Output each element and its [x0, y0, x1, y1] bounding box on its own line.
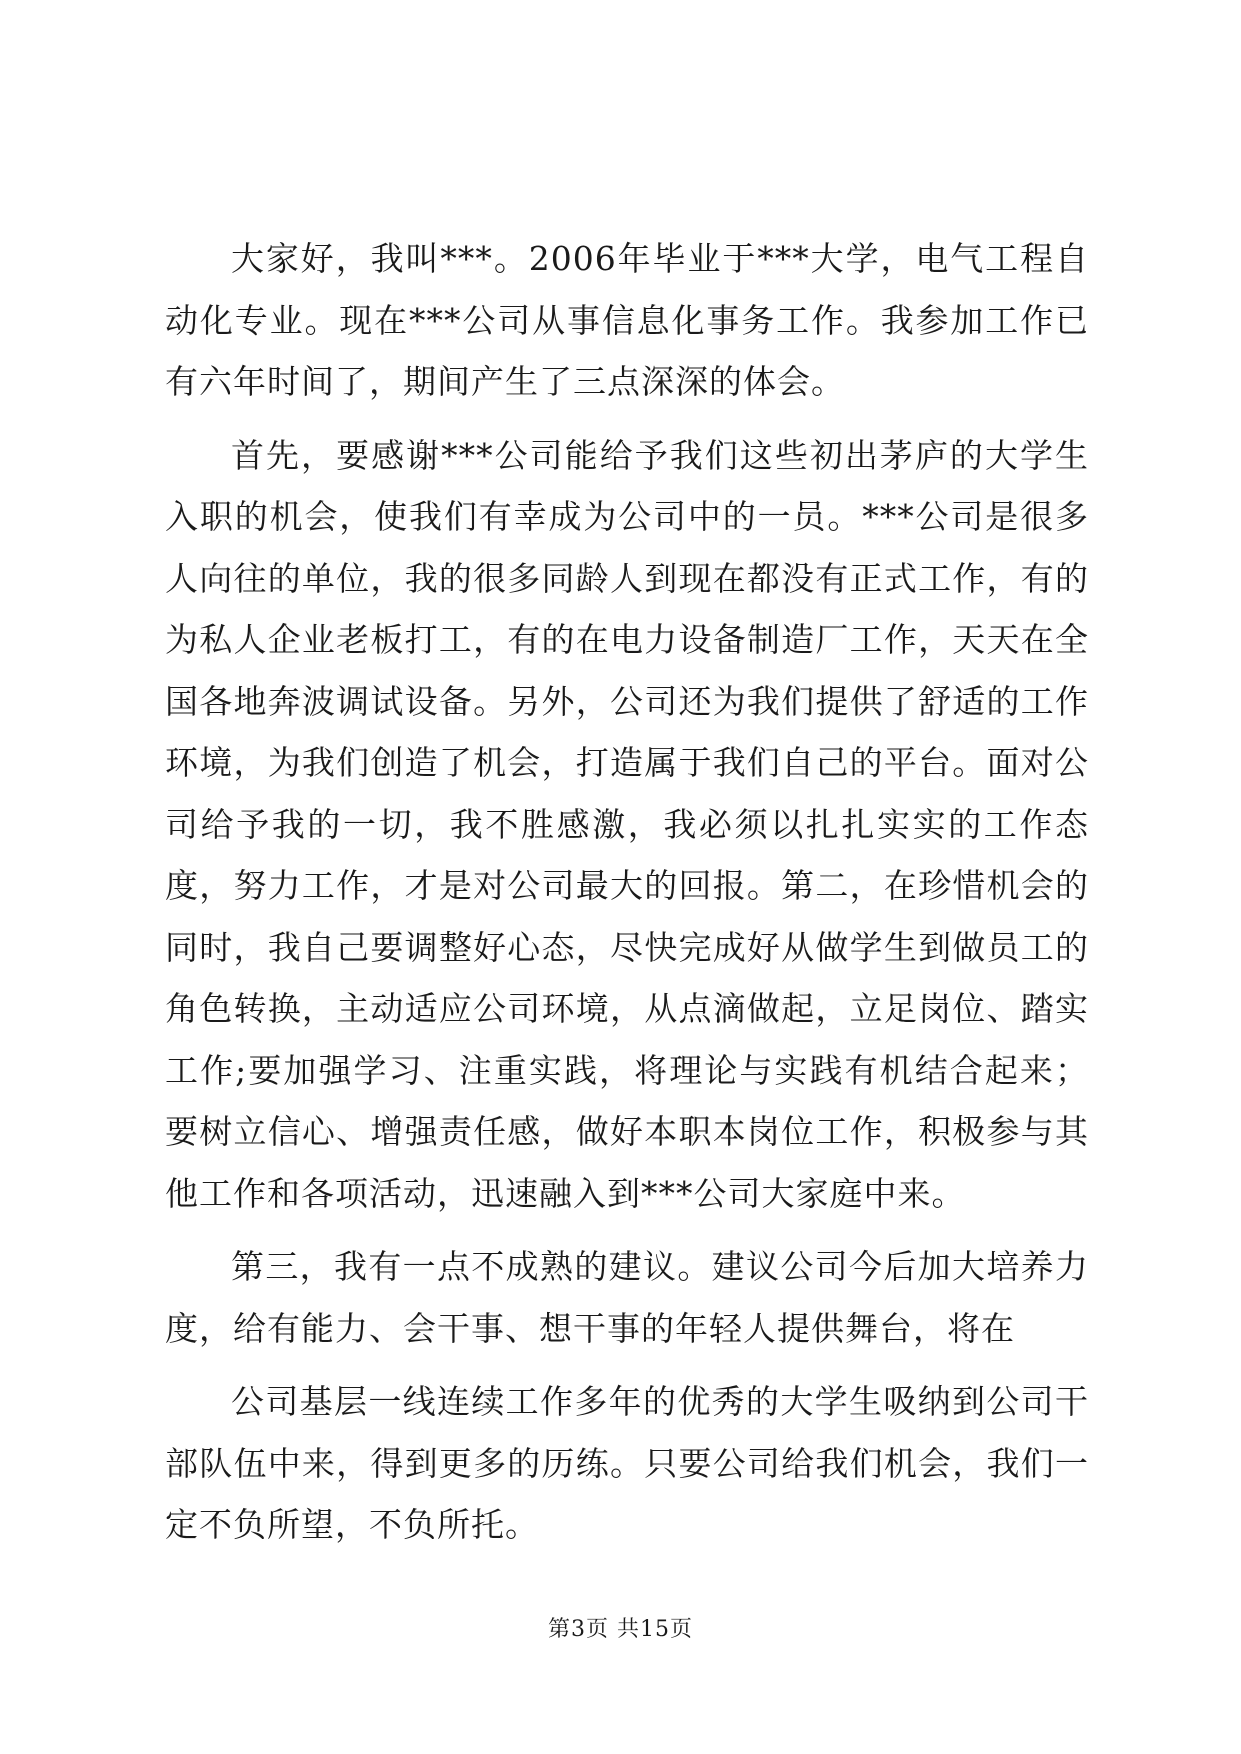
- paragraph-third-point: 第三，我有一点不成熟的建议。建议公司今后加大培养力度，给有能力、会干事、想干事的年轻人提供舞台，将在: [165, 1247, 1089, 1348]
- paragraph-intro: 大家好，我叫***。2006年毕业于***大学，电气工程自动化专业。现在***公司从事信息化事务工作。我参加工作已有六年时间了，期间产生了三点深深的体会。: [165, 239, 1089, 401]
- body-text: [165, 228, 1089, 1556]
- page-number-footer: 第3页 共15页: [548, 1617, 693, 1642]
- paragraph-third-point-continued: 公司基层一线连续工作多年的优秀的大学生吸纳到公司干部队伍中来，得到更多的历练。只要公司给我们机会，我们一定不负所望，不负所托。: [165, 1382, 1089, 1544]
- paragraph-first-second-points: 首先，要感谢***公司能给予我们这些初出茅庐的大学生入职的机会，使我们有幸成为公司中的一员。***公司是很多人向往的单位，我的很多同龄人到现在都没有正式工作，有的为私人企业老板打工，有的在电力设备制造厂工作，天天在全国各地奔波调试设备。另外，公司还为我们提供了舒适的工作环境，为我们创造了机会，打造属于我们自己的平台。面对公司给予我的一切，我不胜感激，我必须以扎扎实实的工作态度，努力工作，才是对公司最大的回报。第二，在珍惜机会的同时，我自己要调整好心态，尽快完成好从做学生到做员工的角色转换，主动适应公司环境，从点滴做起，立足岗位、踏实工作;要加强学习、注重实践，将理论与实践有机结合起来；要树立信心、增强责任感，做好本职本岗位工作，积极参与其他工作和各项活动，迅速融入到***公司大家庭中来。: [165, 435, 1089, 1213]
